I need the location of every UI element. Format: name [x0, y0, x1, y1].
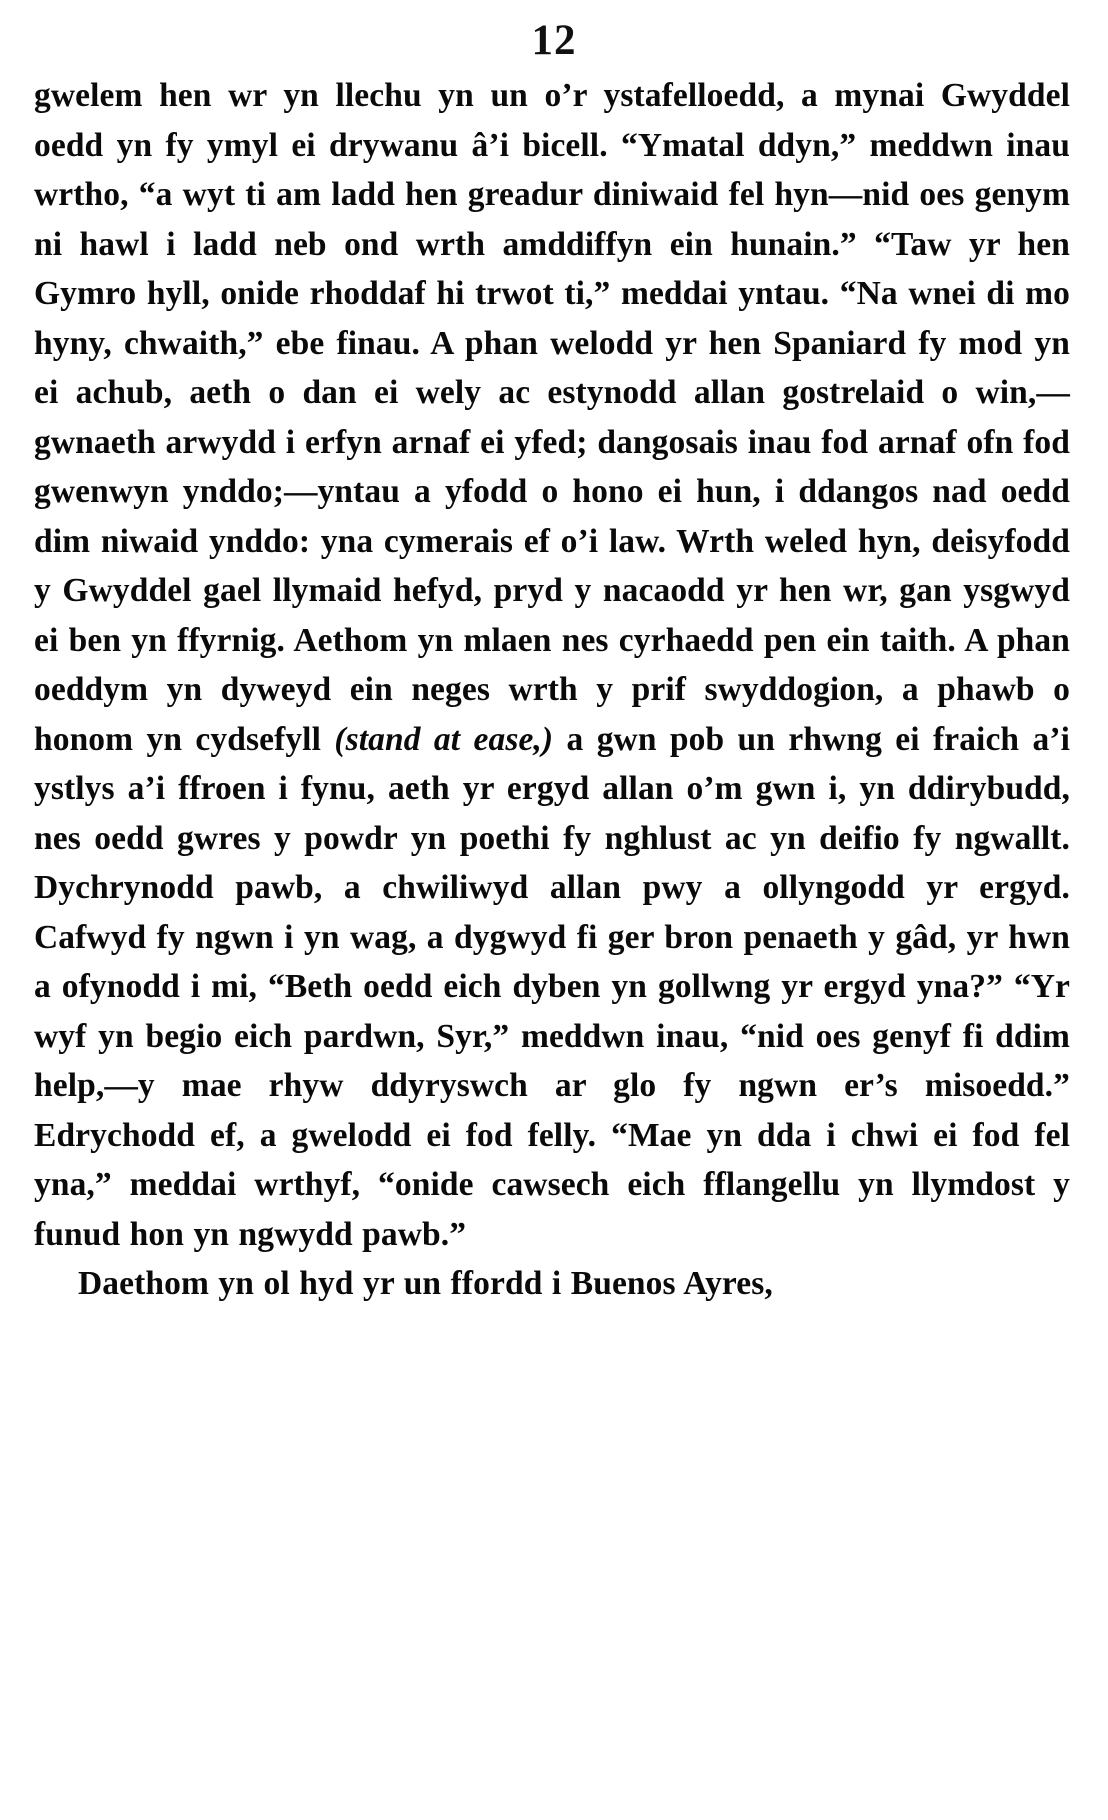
paragraph: [34, 1259, 1070, 1309]
text-run: Daethom yn ol hyd yr un ffordd i Buenos Ayres,: [78, 1265, 773, 1302]
paragraph: [34, 71, 1070, 1259]
text-run: gwelem hen wr yn llechu yn un o’r ystafelloedd, a mynai Gwyddel oedd yn fy ymyl ei drywanu â’i bicell. “Ymatal ddyn,” meddwn inau wrtho, “a wyt ti am ladd hen greadur diniwaid fel hyn—nid oes genym ni hawl i ladd neb ond wrth amddiffyn ein hunain.” “Taw yr hen Gymro hyll, onide rhoddaf hi trwot ti,” meddai yntau. “Na wnei di mo hyny, chwaith,” ebe finau. A phan welodd yr hen Spaniard fy mod yn ei achub, aeth o dan ei wely ac estynodd allan gostrelaid o win,—gwnaeth arwydd i erfyn arnaf ei yfed; dangosais inau fod arnaf ofn fod gwenwyn ynddo;—yntau a yfodd o hono ei hun, i ddangos nad oedd dim niwaid ynddo: yna cymerais ef o’i law. Wrth weled hyn, deisyfodd y Gwyddel gael llymaid hefyd, pryd y nacaodd yr hen wr, gan ysgwyd ei ben yn ffyrnig. Aethom yn mlaen nes cyrhaedd pen ein taith. A phan oeddym yn dyweyd ein neges wrth y prif swyddogion, a phawb o honom yn cydsefyll: [34, 77, 1070, 758]
page-body: [34, 71, 1070, 1309]
page-number: 12: [531, 17, 577, 64]
italic-phrase: (stand at ease,): [334, 720, 554, 758]
text-run: a gwn pob un rhwng ei fraich a’i ystlys a’i ffroen i fynu, aeth yr ergyd allan o’m gwn i, yn ddirybudd, nes oedd gwres y powdr yn poethi fy nghlust ac yn deifio fy ngwallt. Dychrynodd pawb, a chwiliwyd allan pwy a ollyngodd yr ergyd. Cafwyd fy ngwn i yn wag, a dygwyd fi ger bron penaeth y gâd, yr hwn a ofynodd i mi, “Beth oedd eich dyben yn gollwng yr ergyd yna?” “Yr wyf yn begio eich pardwn, Syr,” meddwn inau, “nid oes genyf fi ddim help,—y mae rhyw ddyryswch ar glo fy ngwn er’s misoedd.” Edrychodd ef, a gwelodd ei fod felly. “Mae yn dda i chwi ei fod fel yna,” meddai wrthyf, “onide cawsech eich fflangellu yn llymdost y funud hon yn ngwydd pawb.”: [34, 720, 1070, 1253]
